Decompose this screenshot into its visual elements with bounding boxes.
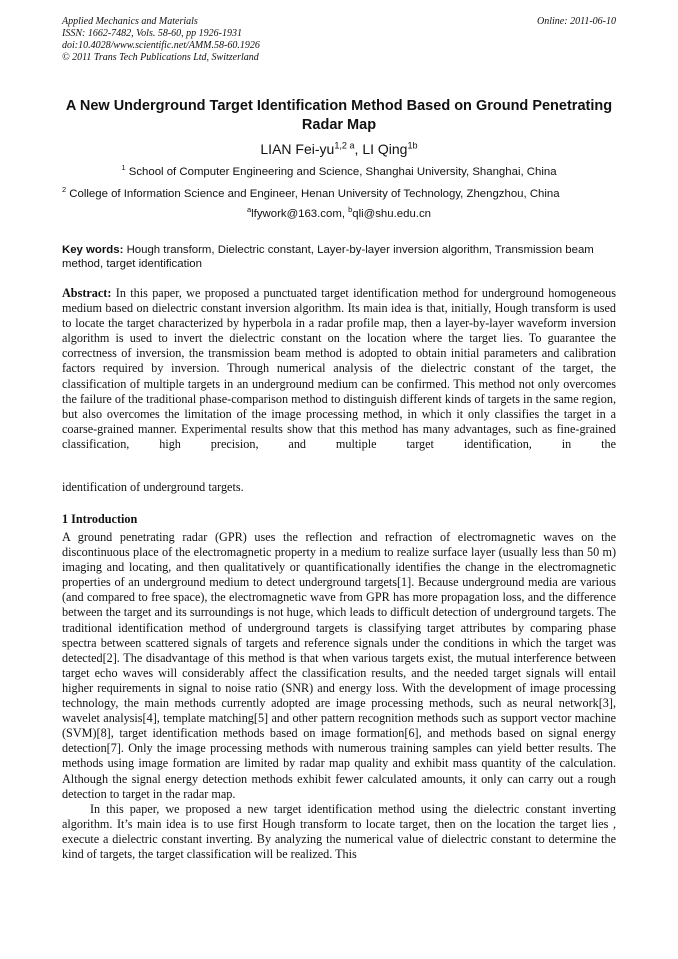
intro-paragraph-1: A ground penetrating radar (GPR) uses the reflection and refraction of electromagnetic waves on the discontinuous place of the electromagnetic property in a medium to realize surface layer (usually less than 50 m) imaging and locating, and then qualitatively or quantificationally identifies the change in the electromagnetic properties of an underground medium to detect underground targets[1]. Because underground media are various (and compared to free space), the electromagnetic wave from GPR has more propagation loss, and the difference between the target and its surroundings is not huge, which leads to difficult detection of underground targets. The traditional identification method of underground targets is classifying target attributes by comparing phase spectra between scattered signals of targets and reference signals under the conditions in which the target was detected[2]. The disadvantage of this method is that when various targets exist, the mutual interference between target echo waves will considerably affect the classification results, and the needed target signals will entail higher requirements in signal to noise ratio (SNR) and energy loss. With the development of image processing technology, the main methods currently adopted are image processing methods, such as neural network[3], wavelet analysis[4], template matching[5] and other pattern recognition methods such as support vector machine (SVM)[8], target identification methods based on image formation[6], and methods based on signal energy detection[7]. Only the image processing methods with numerous training samples can yield better results. The methods using image formation are limited by radar map quality and exhibit mass quantity of the calculation. Although the signal energy detection methods exhibit fewer calculated amounts, it only can carry out a rough detection to target in the radar map. bbox=[62, 530, 616, 801]
affiliation-2 bbox=[62, 187, 616, 201]
abstract bbox=[62, 286, 616, 452]
affiliation-1-num: 1 bbox=[121, 163, 126, 173]
journal-header bbox=[62, 16, 616, 64]
affiliation-1 bbox=[62, 165, 616, 179]
introduction-body bbox=[62, 530, 616, 862]
email-b-sup: b bbox=[348, 205, 353, 215]
copyright-line: © 2011 Trans Tech Publications Ltd, Switzerland bbox=[62, 52, 259, 63]
author-line bbox=[62, 140, 616, 158]
keywords bbox=[62, 243, 616, 271]
author-1-name: LIAN Fei-yu bbox=[260, 141, 335, 157]
doi-line: doi:10.4028/www.scientific.net/AMM.58-60.1926 bbox=[62, 40, 260, 51]
email-a: lfywork@163.com, bbox=[251, 208, 349, 220]
email-b: qli@shu.edu.cn bbox=[352, 208, 431, 220]
affiliation-1-text: School of Computer Engineering and Science, Shanghai University, Shanghai, China bbox=[125, 166, 557, 178]
journal-name: Applied Mechanics and Materials bbox=[62, 16, 198, 27]
author-separator: , bbox=[354, 141, 363, 157]
author-2-sup: 1b bbox=[407, 140, 418, 151]
abstract-last-line: identification of underground targets. bbox=[62, 480, 244, 494]
online-date: Online: 2011-06-10 bbox=[537, 16, 616, 27]
affiliation-2-text: College of Information Science and Engineer, Henan University of Technology, Zhengzhou, China bbox=[66, 188, 560, 200]
affiliation-2-num: 2 bbox=[62, 185, 67, 195]
intro-paragraph-2: In this paper, we proposed a new target identification method using the dielectric constant inverting algorithm. It’s main idea is to use first Hough transform to locate target, then on the location the target lies , execute a dielectric constant inverting. By analyzing the numerical value of dielectric constant to determine the kind of targets, the target classification will be realized. This bbox=[62, 801, 616, 861]
paper-title: A New Underground Target Identification Method Based on Ground Penetrating Radar Map bbox=[65, 98, 613, 133]
author-1-sup: 1,2 a bbox=[334, 140, 355, 151]
keywords-text: Hough transform, Dielectric constant, Layer-by-layer inversion algorithm, Transmission beam method, target identification bbox=[62, 244, 594, 270]
issn-line: ISSN: 1662-7482, Vols. 58-60, pp 1926-1931 bbox=[62, 28, 242, 39]
author-2-name: LI Qing bbox=[362, 141, 408, 157]
email-a-sup: a bbox=[247, 205, 252, 215]
section-heading-introduction: 1 Introduction bbox=[62, 512, 138, 526]
abstract-label: Abstract: bbox=[62, 286, 112, 300]
abstract-text: In this paper, we proposed a punctuated target identification method for underground homogeneous medium based on dielectric constant inversion algorithm. Its main idea is that, initially, Hough transform is used to locate the target characterized by hyperbola in a radar profile map, then a layer-by-layer waveform inversion algorithm is used to invert the dielectric constant on the location where the target lies. To guarantee the correctness of inversion, the transmission beam method is adopted to obtain initial parameters and calibration factors required by inversion. Through numerical analysis of the dielectric constant of the target, the classification of multiple targets in an underground medium can be confirmed. This method not only overcomes the failure of the traditional phase-comparison method to distinguish different kinds of targets in the same region, but also overcomes the limitation of the image processing method, in which it only classifies the target in a coarse-grained manner. Experimental results show that this method has many advantages, such as fine-grained classification, high precision, and multiple target identification, in the bbox=[62, 286, 616, 451]
email-line bbox=[62, 207, 616, 221]
keywords-label: Key words: bbox=[62, 244, 124, 256]
